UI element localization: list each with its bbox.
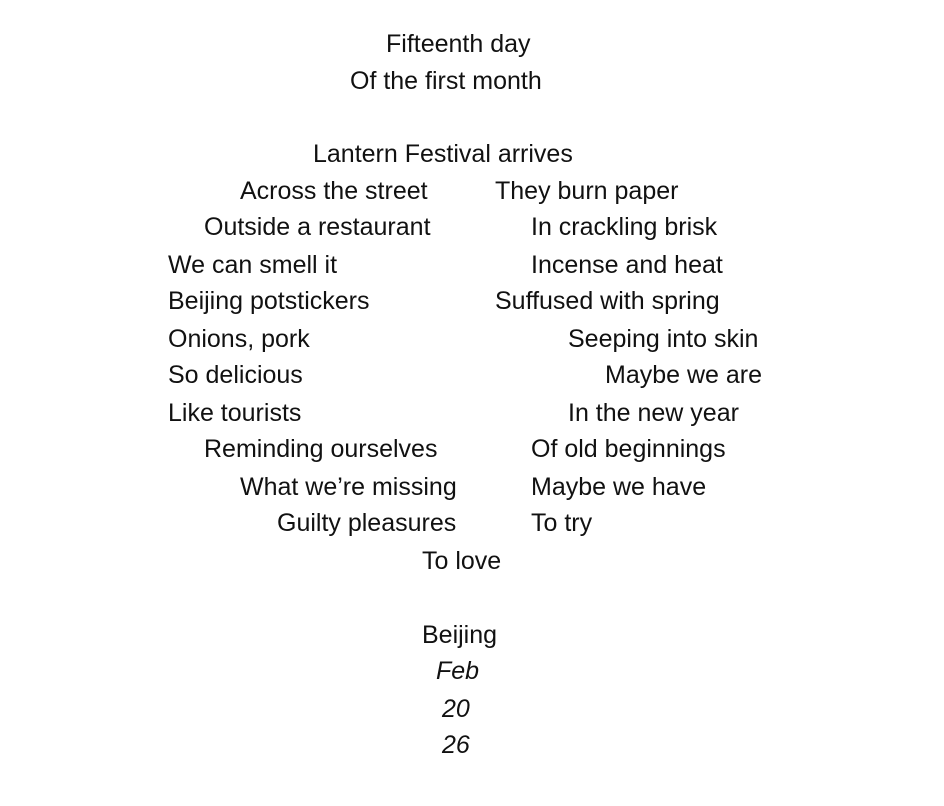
- right-line-3: Incense and heat: [531, 251, 723, 279]
- left-line-1: Across the street: [240, 177, 428, 205]
- left-line-2: Outside a restaurant: [204, 213, 431, 241]
- right-line-5: Seeping into skin: [568, 325, 759, 353]
- left-line-4: Beijing potstickers: [168, 287, 370, 315]
- left-line-7: Like tourists: [168, 399, 302, 427]
- left-line-3: We can smell it: [168, 251, 338, 279]
- right-line-6: Maybe we are: [605, 361, 763, 389]
- place-line: Beijing: [422, 621, 498, 649]
- right-line-2: In crackling brisk: [531, 213, 718, 241]
- right-line-7: In the new year: [568, 399, 739, 427]
- left-line-9: What we’re missing: [240, 473, 457, 501]
- right-line-10: To try: [531, 509, 593, 537]
- date-month: Feb: [436, 657, 480, 685]
- left-line-10: Guilty pleasures: [277, 509, 457, 537]
- left-line-8: Reminding ourselves: [204, 435, 438, 463]
- right-line-1: They burn paper: [495, 177, 679, 205]
- left-line-6: So delicious: [168, 361, 303, 389]
- closing-line: To love: [422, 547, 502, 575]
- date-day: 20: [442, 695, 470, 723]
- poem-intro-line: Lantern Festival arrives: [313, 140, 573, 168]
- poem-heading-line-1: Fifteenth day: [386, 30, 531, 58]
- right-line-4: Suffused with spring: [495, 287, 720, 315]
- poem-heading-line-2: Of the first month: [350, 67, 542, 95]
- left-line-5: Onions, pork: [168, 325, 310, 353]
- right-line-9: Maybe we have: [531, 473, 707, 501]
- date-year: 26: [442, 731, 470, 759]
- right-line-8: Of old beginnings: [531, 435, 726, 463]
